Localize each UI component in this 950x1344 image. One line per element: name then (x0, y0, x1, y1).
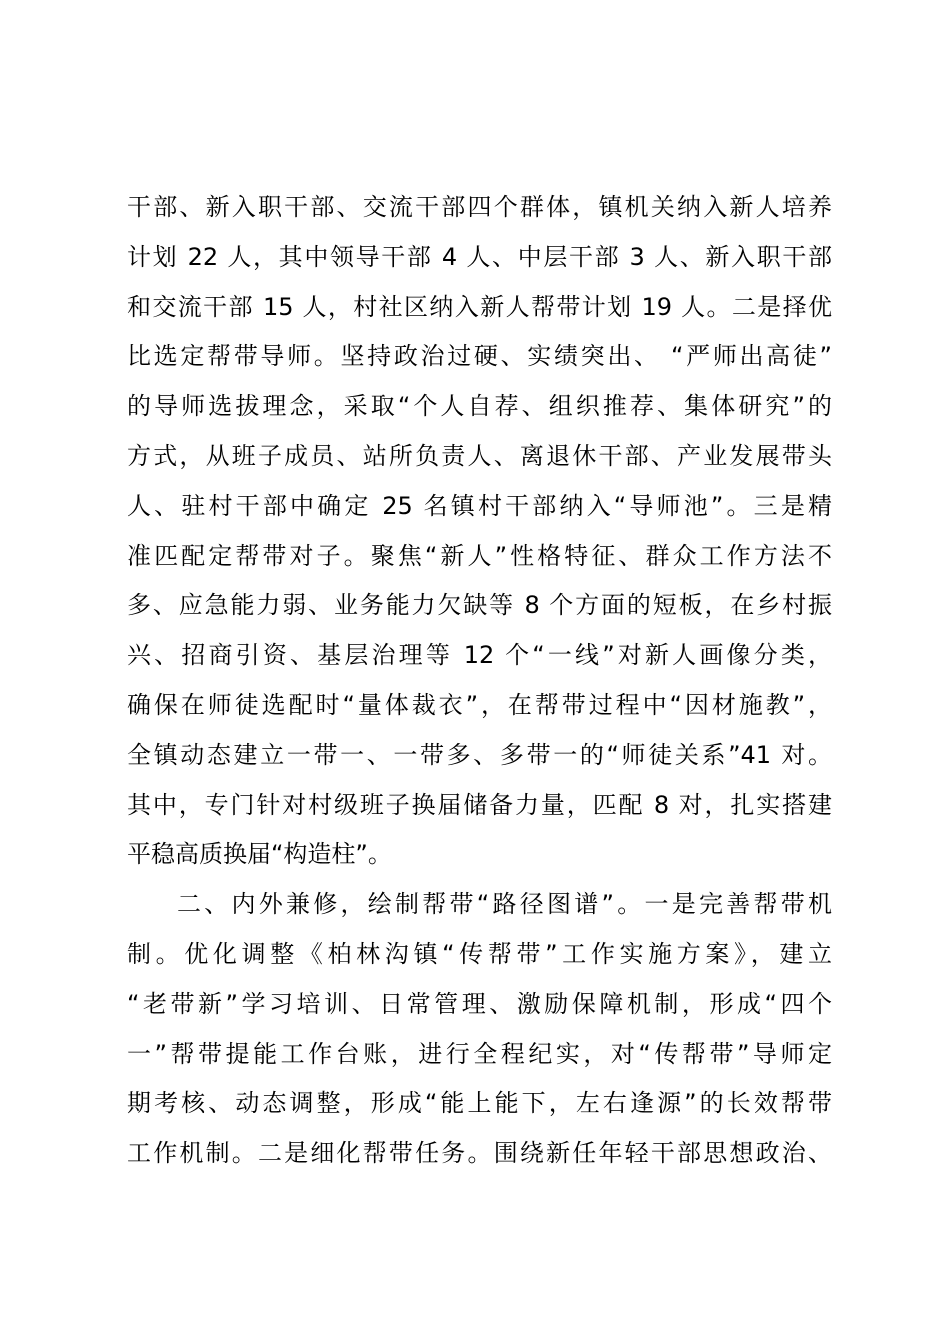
text-line: 一”帮带提能工作台账，进行全程纪实，对“传帮带”导师定 (127, 1039, 832, 1068)
section-heading-line: 二、内外兼修，绘制帮带“路径图谱”。一是完善帮带机 (177, 890, 832, 919)
text-line: 多、应急能力弱、业务能力欠缺等 8 个方面的短板，在乡村振 (127, 591, 832, 620)
text-line: 干部、新入职干部、交流干部四个群体，镇机关纳入新人培养 (127, 193, 832, 221)
paragraph-end-line: 平稳高质换届“构造柱”。 (127, 840, 392, 869)
text-line: 兴、招商引资、基层治理等 12 个“一线”对新人画像分类， (127, 641, 832, 670)
text-line: 制。优化调整《柏林沟镇“传帮带”工作实施方案》，建立 (127, 939, 832, 968)
text-line: 准匹配定帮带对子。聚焦“新人”性格特征、群众工作方法不 (127, 541, 832, 570)
text-line: 期考核、动态调整，形成“能上能下，左右逢源”的长效帮带 (127, 1089, 832, 1118)
text-line: 工作机制。二是细化帮带任务。围绕新任年轻干部思想政治、 (127, 1139, 832, 1168)
document-body (127, 183, 832, 1179)
text-line: 的导师选拔理念，采取“个人自荐、组织推荐、集体研究”的 (127, 392, 832, 421)
text-line: 其中，专门针对村级班子换届储备力量，匹配 8 对，扎实搭建 (127, 790, 832, 819)
text-line: 人、驻村干部中确定 25 名镇村干部纳入“导师池”。三是精 (127, 491, 832, 520)
text-line: 计划 22 人，其中领导干部 4 人、中层干部 3 人、新入职干部 (127, 242, 832, 271)
text-line: 全镇动态建立一带一、一带多、多带一的“师徒关系”41 对。 (127, 740, 832, 769)
text-line: “老带新”学习培训、日常管理、激励保障机制，形成“四个 (127, 989, 832, 1018)
text-line: 和交流干部 15 人，村社区纳入新人帮带计划 19 人。二是择优 (127, 292, 832, 321)
text-line: 确保在师徒选配时“量体裁衣”，在帮带过程中“因材施教”， (127, 690, 832, 719)
text-line: 方式，从班子成员、站所负责人、离退休干部、产业发展带头 (127, 441, 832, 470)
text-line: 比选定帮带导师。坚持政治过硬、实绩突出、 “严师出高徒” (127, 342, 832, 371)
